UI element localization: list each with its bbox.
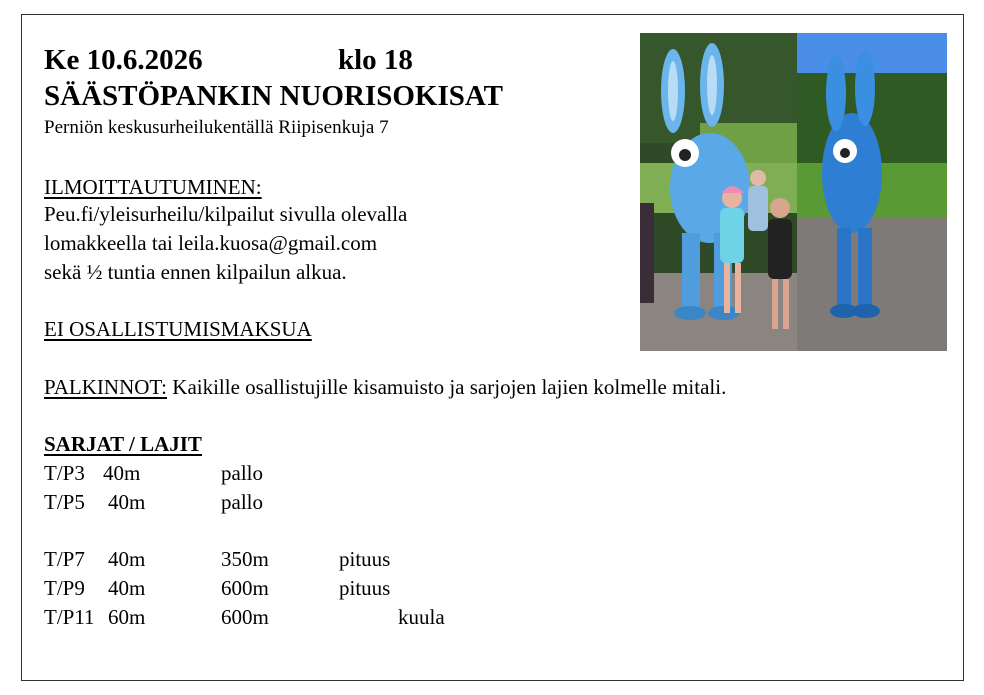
series-event-2: 350m: [221, 547, 269, 571]
series-row-9: [44, 576, 401, 600]
series-event-1: 40m: [108, 576, 146, 600]
series-event-2: 600m: [221, 605, 269, 629]
series-class: T/P11: [44, 605, 95, 629]
series-class: T/P3: [44, 461, 85, 485]
series-row-7: [44, 547, 401, 571]
left-photo: [640, 33, 797, 351]
series-row-3: [44, 461, 270, 485]
series-class: T/P5: [44, 490, 85, 514]
registration-line-3: sekä ½ tuntia ennen kilpailun alkua.: [44, 260, 347, 284]
series-event-3: kuula: [398, 605, 445, 629]
registration-line-2: lomakkeella tai leila.kuosa@gmail.com: [44, 231, 378, 255]
event-date: Ke 10.6.2026: [44, 44, 203, 76]
registration-heading: ILMOITTAUTUMINEN:: [44, 175, 262, 199]
series-event-1: 40m: [108, 490, 146, 514]
registration-line-1: Peu.fi/yleisurheilu/kilpailut sivulla olevalla: [44, 202, 408, 226]
series-event-2: 600m: [221, 576, 269, 600]
event-location: Perniön keskusurheilukentällä Riipisenkuja 7: [44, 117, 389, 138]
series-event-1: 60m: [108, 605, 146, 629]
series-event-3: pituus: [339, 576, 391, 600]
event-time: klo 18: [338, 44, 413, 76]
prizes-label: PALKINNOT:: [44, 375, 168, 399]
series-event-3: pituus: [339, 547, 391, 571]
series-event-2: pallo: [221, 490, 263, 514]
page-title: SÄÄSTÖPANKIN NUORISOKISAT: [44, 80, 503, 112]
series-event-1: 40m: [108, 547, 146, 571]
series-class: T/P7: [44, 547, 85, 571]
series-row-11: [44, 605, 453, 629]
prizes-text: [44, 374, 726, 400]
series-heading: SARJAT / LAJIT: [44, 432, 202, 456]
right-photo: [797, 33, 947, 351]
series-event-1: 40m: [103, 461, 141, 485]
fee-notice: EI OSALLISTUMISMAKSUA: [44, 317, 312, 341]
prizes-description: Kaikille osallistujille kisamuisto ja sarjojen lajien kolmelle mitali.: [167, 375, 727, 399]
series-event-2: pallo: [221, 461, 263, 485]
series-class: T/P9: [44, 576, 85, 600]
series-row-5: [44, 490, 270, 514]
mascot-photo: [640, 33, 947, 351]
